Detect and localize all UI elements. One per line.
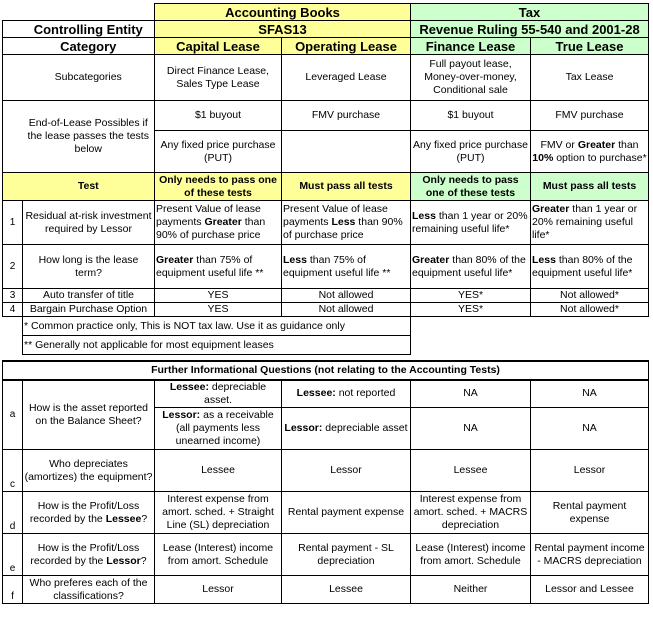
tax-header: Tax (411, 4, 649, 21)
finance-lease-header: Finance Lease (411, 38, 531, 55)
test-number: 2 (3, 245, 23, 289)
operating-test-2: Less than 75% of equipment useful life ** (282, 245, 411, 289)
operating-subcategories: Leveraged Lease (282, 55, 411, 101)
operating-end-1: FMV purchase (282, 101, 411, 131)
operating-test-4: Not allowed (282, 303, 411, 317)
true-end-2: FMV or Greater than 10% option to purchase* (531, 131, 649, 173)
question-d-label: How is the Profit/Loss recorded by the Lessee? (23, 492, 155, 534)
operating-test-1: Present Value of lease payments Less than 90% of purchase price (282, 201, 411, 245)
test-3-label: Auto transfer of title (23, 289, 155, 303)
operating-c: Lessor (282, 450, 411, 492)
question-letter: c (3, 450, 23, 492)
capital-lease-header: Capital Lease (155, 38, 282, 55)
capital-end-2: Any fixed price purchase (PUT) (155, 131, 282, 173)
finance-f: Neither (411, 576, 531, 604)
category-label: Category (23, 38, 155, 55)
finance-end-1: $1 buyout (411, 101, 531, 131)
true-d: Rental payment expense (531, 492, 649, 534)
operating-test-3: Not allowed (282, 289, 411, 303)
true-e: Rental payment income - MACRS depreciation (531, 534, 649, 576)
capital-d: Interest expense from amort. sched. + Straight Line (SL) depreciation (155, 492, 282, 534)
finance-test-2: Greater than 80% of the equipment useful life* (411, 245, 531, 289)
capital-a-2: Lessor: as a receivable (all payments less unearned income) (155, 408, 282, 450)
operating-a-2: Lessor: depreciable asset (282, 408, 411, 450)
operating-d: Rental payment expense (282, 492, 411, 534)
finance-test-rule: Only needs to pass one of these tests (411, 173, 531, 201)
finance-a-1: NA (411, 380, 531, 408)
finance-subcategories: Full payout lease, Money-over-money, Conditional sale (411, 55, 531, 101)
finance-test-1: Less than 1 year or 20% remaining useful life* (411, 201, 531, 245)
finance-a-2: NA (411, 408, 531, 450)
test-4-label: Bargain Purchase Option (23, 303, 155, 317)
true-c: Lessor (531, 450, 649, 492)
test-2-label: How long is the lease term? (23, 245, 155, 289)
capital-test-3: YES (155, 289, 282, 303)
test-1-label: Residual at-risk investment required by Lessor (23, 201, 155, 245)
further-questions-title: Further Informational Questions (not relating to the Accounting Tests) (3, 361, 649, 380)
test-label: Test (23, 173, 155, 201)
test-number: 4 (3, 303, 23, 317)
capital-subcategories: Direct Finance Lease, Sales Type Lease (155, 55, 282, 101)
question-letter: f (3, 576, 23, 604)
question-c-label: Who depreciates (amortizes) the equipment? (23, 450, 155, 492)
question-e-label: How is the Profit/Loss recorded by the Lessor? (23, 534, 155, 576)
test-number: 1 (3, 201, 23, 245)
true-f: Lessor and Lessee (531, 576, 649, 604)
note-common-practice: * Common practice only, This is NOT tax law. Use it as guidance only (23, 317, 411, 336)
operating-end-2 (282, 131, 411, 173)
true-end-1: FMV purchase (531, 101, 649, 131)
true-lease-header: True Lease (531, 38, 649, 55)
true-a-2: NA (531, 408, 649, 450)
finance-d: Interest expense from amort. sched. + MACRS depreciation (411, 492, 531, 534)
operating-lease-header: Operating Lease (282, 38, 411, 55)
true-test-4: Not allowed* (531, 303, 649, 317)
lease-comparison-table (2, 3, 649, 604)
true-test-3: Not allowed* (531, 289, 649, 303)
capital-test-1: Present Value of lease payments Greater than 90% of purchase price (155, 201, 282, 245)
finance-c: Lessee (411, 450, 531, 492)
capital-test-4: YES (155, 303, 282, 317)
end-of-lease-label: End-of-Lease Possibles if the lease passes the tests below (23, 101, 155, 173)
finance-test-4: YES* (411, 303, 531, 317)
sfas-header: SFAS13 (155, 21, 411, 38)
capital-test-2: Greater than 75% of equipment useful life ** (155, 245, 282, 289)
operating-a-1: Lessee: not reported (282, 380, 411, 408)
operating-test-rule: Must pass all tests (282, 173, 411, 201)
finance-test-3: YES* (411, 289, 531, 303)
capital-c: Lessee (155, 450, 282, 492)
true-test-1: Greater than 1 year or 20% remaining useful life* (531, 201, 649, 245)
question-letter: a (3, 380, 23, 450)
note-not-applicable: ** Generally not applicable for most equipment leases (23, 336, 411, 355)
true-test-2: Less than 80% of the equipment useful life* (531, 245, 649, 289)
true-a-1: NA (531, 380, 649, 408)
capital-end-1: $1 buyout (155, 101, 282, 131)
question-f-label: Who preferes each of the classifications? (23, 576, 155, 604)
controlling-entity-label: Controlling Entity (23, 21, 155, 38)
capital-test-rule: Only needs to pass one of these tests (155, 173, 282, 201)
finance-end-2: Any fixed price purchase (PUT) (411, 131, 531, 173)
operating-f: Lessee (282, 576, 411, 604)
question-letter: d (3, 492, 23, 534)
revenue-ruling-header: Revenue Ruling 55-540 and 2001-28 (411, 21, 649, 38)
test-number: 3 (3, 289, 23, 303)
capital-f: Lessor (155, 576, 282, 604)
true-test-rule: Must pass all tests (531, 173, 649, 201)
true-subcategories: Tax Lease (531, 55, 649, 101)
accounting-books-header: Accounting Books (155, 4, 411, 21)
operating-e: Rental payment - SL depreciation (282, 534, 411, 576)
question-letter: e (3, 534, 23, 576)
capital-e: Lease (Interest) income from amort. Schedule (155, 534, 282, 576)
question-a-label: How is the asset reported on the Balance Sheet? (23, 380, 155, 450)
finance-e: Lease (Interest) income from amort. Schedule (411, 534, 531, 576)
capital-a-1: Lessee: depreciable asset. (155, 380, 282, 408)
subcategories-label: Subcategories (23, 55, 155, 101)
